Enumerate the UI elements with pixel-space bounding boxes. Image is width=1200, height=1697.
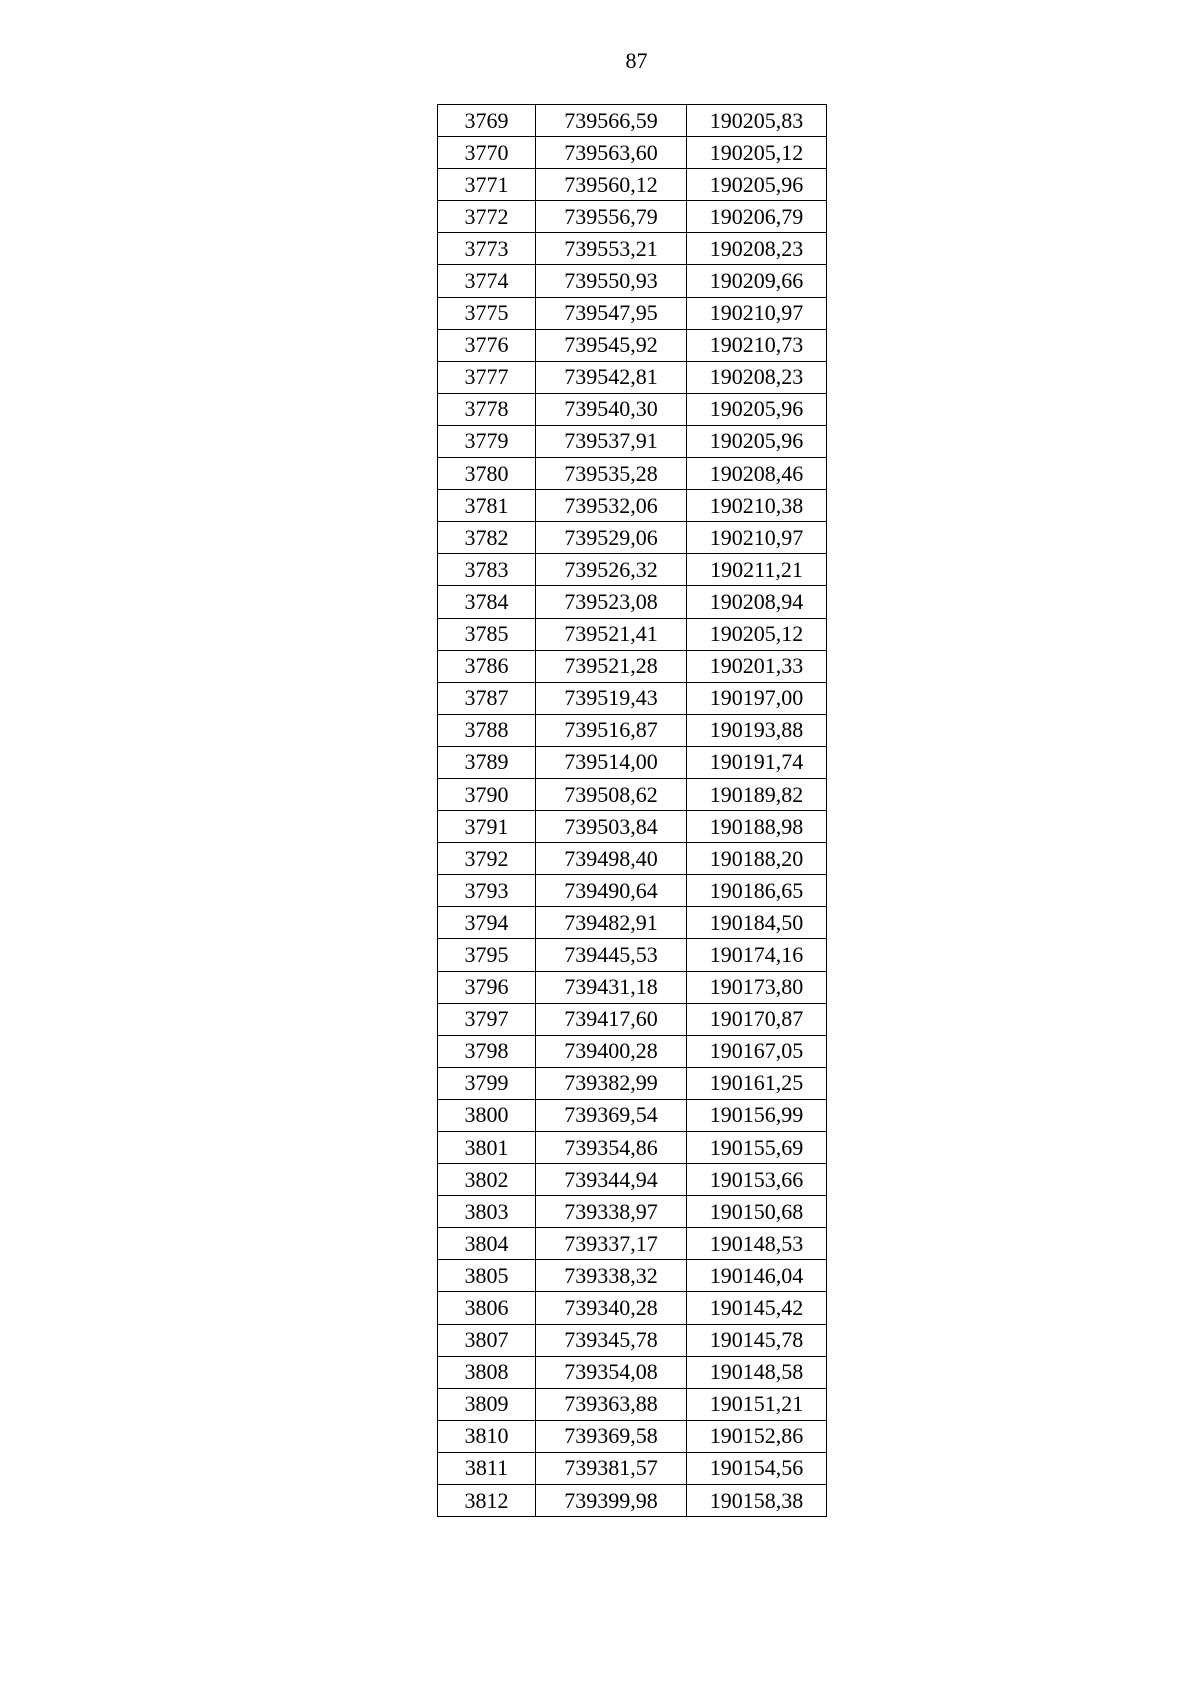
x-coordinate-cell: 739338,32: [536, 1260, 687, 1292]
x-coordinate-cell: 739540,30: [536, 393, 687, 425]
y-coordinate-cell: 190150,68: [687, 1196, 827, 1228]
y-coordinate-cell: 190148,58: [687, 1356, 827, 1388]
y-coordinate-cell: 190211,21: [687, 554, 827, 586]
point-number-cell: 3769: [438, 105, 536, 137]
y-coordinate-cell: 190205,96: [687, 425, 827, 457]
y-coordinate-cell: 190145,42: [687, 1292, 827, 1324]
y-coordinate-cell: 190146,04: [687, 1260, 827, 1292]
x-coordinate-cell: 739399,98: [536, 1485, 687, 1517]
point-number-cell: 3785: [438, 618, 536, 650]
table-row: [438, 297, 827, 329]
table-row: [438, 746, 827, 778]
y-coordinate-cell: 190151,21: [687, 1388, 827, 1420]
y-coordinate-cell: 190201,33: [687, 650, 827, 682]
table-row: [438, 971, 827, 1003]
table-row: [438, 554, 827, 586]
x-coordinate-cell: 739521,41: [536, 618, 687, 650]
table-row: [438, 201, 827, 233]
table-row: [438, 105, 827, 137]
point-number-cell: 3787: [438, 682, 536, 714]
point-number-cell: 3806: [438, 1292, 536, 1324]
point-number-cell: 3788: [438, 714, 536, 746]
x-coordinate-cell: 739563,60: [536, 137, 687, 169]
y-coordinate-cell: 190208,23: [687, 361, 827, 393]
x-coordinate-cell: 739363,88: [536, 1388, 687, 1420]
y-coordinate-cell: 190145,78: [687, 1324, 827, 1356]
point-number-cell: 3782: [438, 522, 536, 554]
x-coordinate-cell: 739514,00: [536, 746, 687, 778]
table-row: [438, 586, 827, 618]
table-row: [438, 393, 827, 425]
point-number-cell: 3808: [438, 1356, 536, 1388]
x-coordinate-cell: 739537,91: [536, 425, 687, 457]
table-row: [438, 1132, 827, 1164]
x-coordinate-cell: 739417,60: [536, 1003, 687, 1035]
y-coordinate-cell: 190186,65: [687, 875, 827, 907]
table-row: [438, 1260, 827, 1292]
point-number-cell: 3803: [438, 1196, 536, 1228]
x-coordinate-cell: 739556,79: [536, 201, 687, 233]
y-coordinate-cell: 190208,94: [687, 586, 827, 618]
point-number-cell: 3797: [438, 1003, 536, 1035]
point-number-cell: 3800: [438, 1099, 536, 1131]
y-coordinate-cell: 190197,00: [687, 682, 827, 714]
y-coordinate-cell: 190206,79: [687, 201, 827, 233]
x-coordinate-cell: 739369,58: [536, 1420, 687, 1452]
x-coordinate-cell: 739566,59: [536, 105, 687, 137]
point-number-cell: 3780: [438, 458, 536, 490]
point-number-cell: 3802: [438, 1164, 536, 1196]
x-coordinate-cell: 739547,95: [536, 297, 687, 329]
table-row: [438, 1420, 827, 1452]
y-coordinate-cell: 190174,16: [687, 939, 827, 971]
y-coordinate-cell: 190188,20: [687, 843, 827, 875]
x-coordinate-cell: 739482,91: [536, 907, 687, 939]
table-row: [438, 1292, 827, 1324]
point-number-cell: 3799: [438, 1067, 536, 1099]
x-coordinate-cell: 739516,87: [536, 714, 687, 746]
x-coordinate-cell: 739400,28: [536, 1035, 687, 1067]
x-coordinate-cell: 739532,06: [536, 490, 687, 522]
table-row: [438, 1099, 827, 1131]
point-number-cell: 3810: [438, 1420, 536, 1452]
point-number-cell: 3796: [438, 971, 536, 1003]
x-coordinate-cell: 739337,17: [536, 1228, 687, 1260]
y-coordinate-cell: 190161,25: [687, 1067, 827, 1099]
x-coordinate-cell: 739381,57: [536, 1452, 687, 1484]
table-row: [438, 618, 827, 650]
y-coordinate-cell: 190210,38: [687, 490, 827, 522]
point-number-cell: 3801: [438, 1132, 536, 1164]
table-row: [438, 1035, 827, 1067]
y-coordinate-cell: 190209,66: [687, 265, 827, 297]
point-number-cell: 3776: [438, 329, 536, 361]
y-coordinate-cell: 190188,98: [687, 811, 827, 843]
y-coordinate-cell: 190158,38: [687, 1485, 827, 1517]
x-coordinate-cell: 739344,94: [536, 1164, 687, 1196]
point-number-cell: 3786: [438, 650, 536, 682]
x-coordinate-cell: 739340,28: [536, 1292, 687, 1324]
x-coordinate-cell: 739545,92: [536, 329, 687, 361]
x-coordinate-cell: 739354,86: [536, 1132, 687, 1164]
y-coordinate-cell: 190167,05: [687, 1035, 827, 1067]
y-coordinate-cell: 190205,83: [687, 105, 827, 137]
point-number-cell: 3812: [438, 1485, 536, 1517]
coordinates-table: [437, 104, 827, 1517]
table-row: [438, 907, 827, 939]
y-coordinate-cell: 190191,74: [687, 746, 827, 778]
table-row: [438, 1356, 827, 1388]
table-row: [438, 778, 827, 810]
point-number-cell: 3794: [438, 907, 536, 939]
point-number-cell: 3775: [438, 297, 536, 329]
x-coordinate-cell: 739560,12: [536, 169, 687, 201]
y-coordinate-cell: 190154,56: [687, 1452, 827, 1484]
x-coordinate-cell: 739542,81: [536, 361, 687, 393]
table-row: [438, 1485, 827, 1517]
point-number-cell: 3805: [438, 1260, 536, 1292]
table-row: [438, 1067, 827, 1099]
table-row: [438, 682, 827, 714]
x-coordinate-cell: 739503,84: [536, 811, 687, 843]
y-coordinate-cell: 190148,53: [687, 1228, 827, 1260]
x-coordinate-cell: 739345,78: [536, 1324, 687, 1356]
table-row: [438, 169, 827, 201]
y-coordinate-cell: 190193,88: [687, 714, 827, 746]
table-row: [438, 714, 827, 746]
x-coordinate-cell: 739535,28: [536, 458, 687, 490]
y-coordinate-cell: 190184,50: [687, 907, 827, 939]
point-number-cell: 3781: [438, 490, 536, 522]
point-number-cell: 3792: [438, 843, 536, 875]
y-coordinate-cell: 190205,12: [687, 618, 827, 650]
table-row: [438, 1196, 827, 1228]
x-coordinate-cell: 739521,28: [536, 650, 687, 682]
y-coordinate-cell: 190210,73: [687, 329, 827, 361]
point-number-cell: 3804: [438, 1228, 536, 1260]
point-number-cell: 3807: [438, 1324, 536, 1356]
table-row: [438, 233, 827, 265]
x-coordinate-cell: 739490,64: [536, 875, 687, 907]
point-number-cell: 3789: [438, 746, 536, 778]
point-number-cell: 3811: [438, 1452, 536, 1484]
point-number-cell: 3771: [438, 169, 536, 201]
table-row: [438, 490, 827, 522]
point-number-cell: 3783: [438, 554, 536, 586]
table-row: [438, 875, 827, 907]
x-coordinate-cell: 739369,54: [536, 1099, 687, 1131]
y-coordinate-cell: 190208,23: [687, 233, 827, 265]
x-coordinate-cell: 739529,06: [536, 522, 687, 554]
y-coordinate-cell: 190156,99: [687, 1099, 827, 1131]
table-row: [438, 458, 827, 490]
table-row: [438, 939, 827, 971]
x-coordinate-cell: 739519,43: [536, 682, 687, 714]
table-row: [438, 329, 827, 361]
x-coordinate-cell: 739523,08: [536, 586, 687, 618]
table-row: [438, 1003, 827, 1035]
x-coordinate-cell: 739338,97: [536, 1196, 687, 1228]
table-row: [438, 650, 827, 682]
x-coordinate-cell: 739382,99: [536, 1067, 687, 1099]
table-row: [438, 1324, 827, 1356]
table-row: [438, 1388, 827, 1420]
y-coordinate-cell: 190173,80: [687, 971, 827, 1003]
y-coordinate-cell: 190210,97: [687, 297, 827, 329]
point-number-cell: 3809: [438, 1388, 536, 1420]
point-number-cell: 3793: [438, 875, 536, 907]
point-number-cell: 3774: [438, 265, 536, 297]
coordinates-table-body: [438, 105, 827, 1517]
table-row: [438, 425, 827, 457]
table-row: [438, 522, 827, 554]
table-row: [438, 361, 827, 393]
point-number-cell: 3784: [438, 586, 536, 618]
x-coordinate-cell: 739508,62: [536, 778, 687, 810]
y-coordinate-cell: 190170,87: [687, 1003, 827, 1035]
y-coordinate-cell: 190155,69: [687, 1132, 827, 1164]
y-coordinate-cell: 190153,66: [687, 1164, 827, 1196]
page-number: 87: [625, 48, 648, 73]
y-coordinate-cell: 190205,96: [687, 169, 827, 201]
point-number-cell: 3790: [438, 778, 536, 810]
y-coordinate-cell: 190208,46: [687, 458, 827, 490]
point-number-cell: 3772: [438, 201, 536, 233]
x-coordinate-cell: 739526,32: [536, 554, 687, 586]
table-row: [438, 265, 827, 297]
point-number-cell: 3778: [438, 393, 536, 425]
table-row: [438, 1164, 827, 1196]
y-coordinate-cell: 190210,97: [687, 522, 827, 554]
y-coordinate-cell: 190152,86: [687, 1420, 827, 1452]
y-coordinate-cell: 190205,12: [687, 137, 827, 169]
point-number-cell: 3773: [438, 233, 536, 265]
point-number-cell: 3777: [438, 361, 536, 393]
x-coordinate-cell: 739445,53: [536, 939, 687, 971]
table-row: [438, 811, 827, 843]
y-coordinate-cell: 190189,82: [687, 778, 827, 810]
table-row: [438, 1228, 827, 1260]
x-coordinate-cell: 739553,21: [536, 233, 687, 265]
y-coordinate-cell: 190205,96: [687, 393, 827, 425]
point-number-cell: 3779: [438, 425, 536, 457]
point-number-cell: 3791: [438, 811, 536, 843]
x-coordinate-cell: 739431,18: [536, 971, 687, 1003]
table-row: [438, 843, 827, 875]
point-number-cell: 3770: [438, 137, 536, 169]
x-coordinate-cell: 739550,93: [536, 265, 687, 297]
table-row: [438, 137, 827, 169]
x-coordinate-cell: 739354,08: [536, 1356, 687, 1388]
point-number-cell: 3798: [438, 1035, 536, 1067]
table-row: [438, 1452, 827, 1484]
point-number-cell: 3795: [438, 939, 536, 971]
x-coordinate-cell: 739498,40: [536, 843, 687, 875]
